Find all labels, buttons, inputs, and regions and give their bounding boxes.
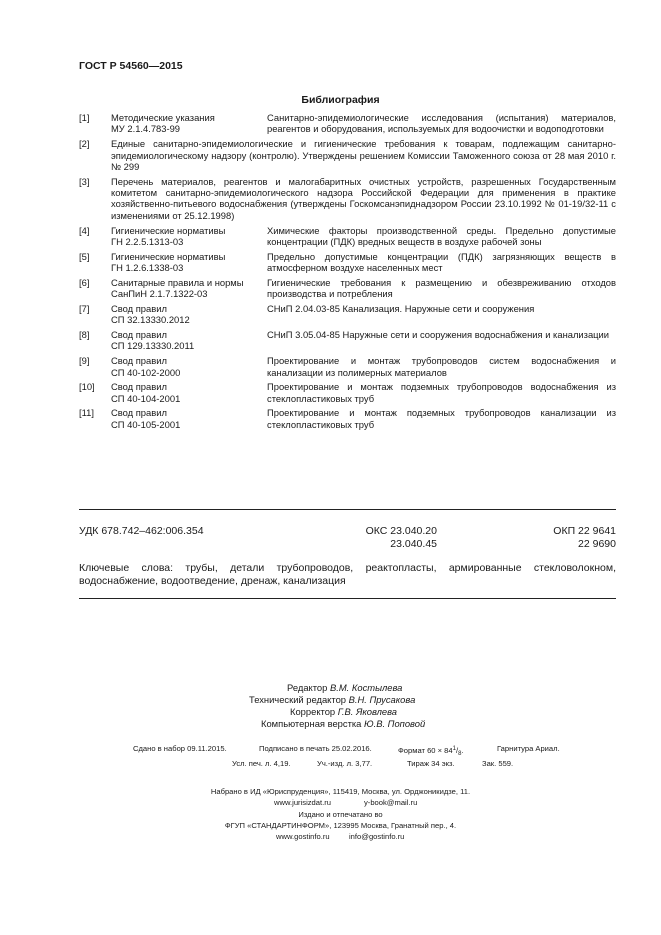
entry-source-line: Гигиенические нормативы [111, 224, 226, 236]
entry-source [111, 355, 267, 378]
credit-role: Корректор [290, 706, 336, 717]
entry-source-line: СП 129.13330.2011 [111, 340, 195, 352]
keywords: Ключевые слова: трубы, детали трубопроводов, реактопласты, армированные стекловолокном, водоснабжение, водоотведение, дренаж, канализация [79, 562, 616, 587]
entry-title: СНиП 3.05.04-85 Наружные сети и сооружения водоснабжения и канализации [267, 328, 610, 340]
okp-codes [553, 525, 616, 551]
bibliography-entry [79, 138, 616, 172]
entry-source-line: СП 40-105-2001 [111, 418, 181, 430]
bibliography-entry [79, 407, 616, 430]
credit-role: Технический редактор [249, 694, 347, 705]
entry-number: [4] [79, 224, 90, 236]
format-prefix: Формат 60 × 84 [398, 746, 453, 755]
entry-source-line: СП 40-104-2001 [111, 392, 181, 404]
printer-website[interactable]: www.gostinfo.ru [276, 832, 330, 841]
credit-tech-editor [249, 694, 415, 706]
credit-layout [261, 718, 425, 730]
credit-name: Ю.В. Поповой [364, 718, 426, 729]
bibliography-title: Библиография [301, 94, 380, 106]
credit-name: Г.В. Яковлева [337, 706, 397, 717]
format-denominator: 8 [458, 751, 462, 757]
entry-title: СНиП 2.04.03-85 Канализация. Наружные сети и сооружения [267, 302, 535, 314]
entry-source [111, 225, 267, 248]
entry-source [111, 277, 267, 300]
entry-number: [9] [79, 355, 90, 367]
credit-corrector [290, 706, 397, 718]
entry-source [111, 112, 267, 135]
bibliography-entry [79, 225, 616, 248]
paper-format: Формат $60 \times 84^1/_8$. [398, 746, 464, 757]
entry-source-line: Свод правил [111, 328, 167, 340]
typeset-email[interactable]: y-book@mail.ru [364, 798, 418, 807]
entry-source-line: ГН 2.2.5.1313-03 [111, 235, 184, 247]
entry-number: [3] [79, 175, 90, 187]
okp-code-2: 22 9690 [578, 538, 616, 550]
bibliography-entry [79, 355, 616, 378]
udk-code: УДК 678.742–462:006.354 [79, 525, 204, 537]
okp-code-1: ОКП 22 9641 [553, 525, 616, 537]
entry-source-line: ГН 1.2.6.1338-03 [111, 262, 184, 274]
entry-source-line: СП 32.13330.2012 [111, 314, 190, 326]
entry-source-line: Свод правил [111, 407, 167, 419]
entry-source-line: Гигиенические нормативы [111, 250, 226, 262]
entry-number: [2] [79, 138, 90, 150]
divider-bottom [79, 598, 616, 599]
oks-code-2: 23.040.45 [390, 538, 437, 550]
entry-source [111, 407, 267, 430]
entry-number: [10] [79, 381, 95, 393]
print-sheets: Усл. печ. л. 4,19. [232, 759, 291, 768]
entry-source-line: МУ 2.1.4.783-99 [111, 123, 181, 135]
bibliography-list [79, 112, 616, 433]
entry-number: [6] [79, 276, 90, 288]
entry-title: Предельно допустимые концентрации (ПДК) загрязняющих веществ в атмосферном воздухе населенных мест [267, 250, 616, 274]
entry-source-line: СанПиН 2.1.7.1322-03 [111, 288, 208, 300]
entry-title: Гигиенические требования к размещению и обезвреживанию отходов производства и потребления [267, 276, 616, 300]
entry-title: Химические факторы производственной среды. Предельно допустимые концентрации (ПДК) вредных веществ в воздухе рабочей зоны [267, 224, 616, 247]
credit-name: В.Н. Прусакова [348, 694, 416, 705]
credit-name: В.М. Костылева [329, 682, 403, 693]
credit-role: Компьютерная верстка [261, 718, 362, 729]
order-number: Зак. 559. [482, 759, 514, 768]
credit-role: Редактор [287, 682, 328, 693]
entry-number: [5] [79, 250, 90, 262]
entry-source [111, 329, 267, 352]
entry-source [111, 303, 267, 326]
entry-source-line: Свод правил [111, 355, 167, 367]
bibliography-entry [79, 381, 616, 404]
typeset-date: Сдано в набор 09.11.2015. [133, 744, 227, 753]
entry-title: Санитарно-эпидемиологические исследования (испытания) материалов, реагентов и оборудования, используемых для водоочистки и водоподготовки [267, 112, 616, 135]
bibliography-entry [79, 277, 616, 300]
entry-source-line: СП 40-102-2000 [111, 366, 181, 378]
print-run: Тираж 34 экз. [407, 759, 455, 768]
entry-number: [7] [79, 302, 90, 314]
printer-address: ФГУП «СТАНДАРТИНФОРМ», 123995 Москва, Гранатный пер., 4. [224, 821, 457, 830]
publish-sheets: Уч.-изд. л. 3,77. [317, 759, 373, 768]
entry-source [111, 381, 267, 404]
entry-number: [11] [79, 407, 94, 419]
divider-top [79, 509, 616, 510]
credit-editor [287, 682, 402, 694]
entry-number: [1] [79, 112, 90, 123]
bibliography-entry [79, 112, 616, 135]
bibliography-entry [79, 329, 616, 352]
format-numerator: 1 [452, 746, 456, 752]
entry-title: Проектирование и монтаж подземных трубопроводов канализации из стеклопластиковых труб [267, 407, 616, 430]
entry-title: Проектирование и монтаж трубопроводов систем водоснабжения и канализации из полимерных материалов [267, 355, 616, 378]
bibliography-entry [79, 251, 616, 274]
typeface: Гарнитура Ариал. [497, 744, 560, 753]
oks-code-1: ОКС 23.040.20 [365, 525, 437, 537]
entry-title: Единые санитарно-эпидемиологические и гигиенические требования к товарам, подлежащим санитарно-эпидемиологическому надзору (контролю). Утверждены решением Комиссии Таможенного союза от 28 мая 2010 г. № 299 [111, 138, 616, 172]
entry-title: Проектирование и монтаж подземных трубопроводов водоснабжения из стеклопластиковых труб [267, 381, 616, 404]
entry-number: [8] [79, 328, 90, 340]
entry-source-line: Свод правил [111, 302, 167, 314]
oks-codes [327, 525, 437, 551]
entry-title: Перечень материалов, реагентов и малогабаритных очистных устройств, разрешенных Государственным комитетом санитарно-эпидемиологического надзора Российской Федерации для применения в практике хозяйственно-питьевого водоснабжения (утверждены Госкомсанэпиднадзором России 23.10.1992 № 01-19/32-11 с изменениями от 25.12.1998) [111, 175, 616, 221]
entry-source [111, 251, 267, 274]
bibliography-entry [79, 176, 616, 222]
bibliography-entry [79, 303, 616, 326]
typeset-website[interactable]: www.jurisizdat.ru [274, 798, 331, 807]
entry-source-line: Методические указания [111, 112, 215, 123]
typeset-publisher: Набрано в ИД «Юриспруденция», 115419, Москва, ул. Орджоникидзе, 11. [210, 787, 471, 796]
entry-source-line: Санитарные правила и нормы [111, 276, 244, 288]
printer-email[interactable]: info@gostinfo.ru [349, 832, 405, 841]
printed-by-label: Издано и отпечатано во [298, 810, 383, 819]
entry-source-line: Свод правил [111, 381, 167, 393]
standard-code: ГОСТ Р 54560—2015 [79, 60, 183, 72]
signed-date: Подписано в печать 25.02.2016. [259, 744, 372, 753]
